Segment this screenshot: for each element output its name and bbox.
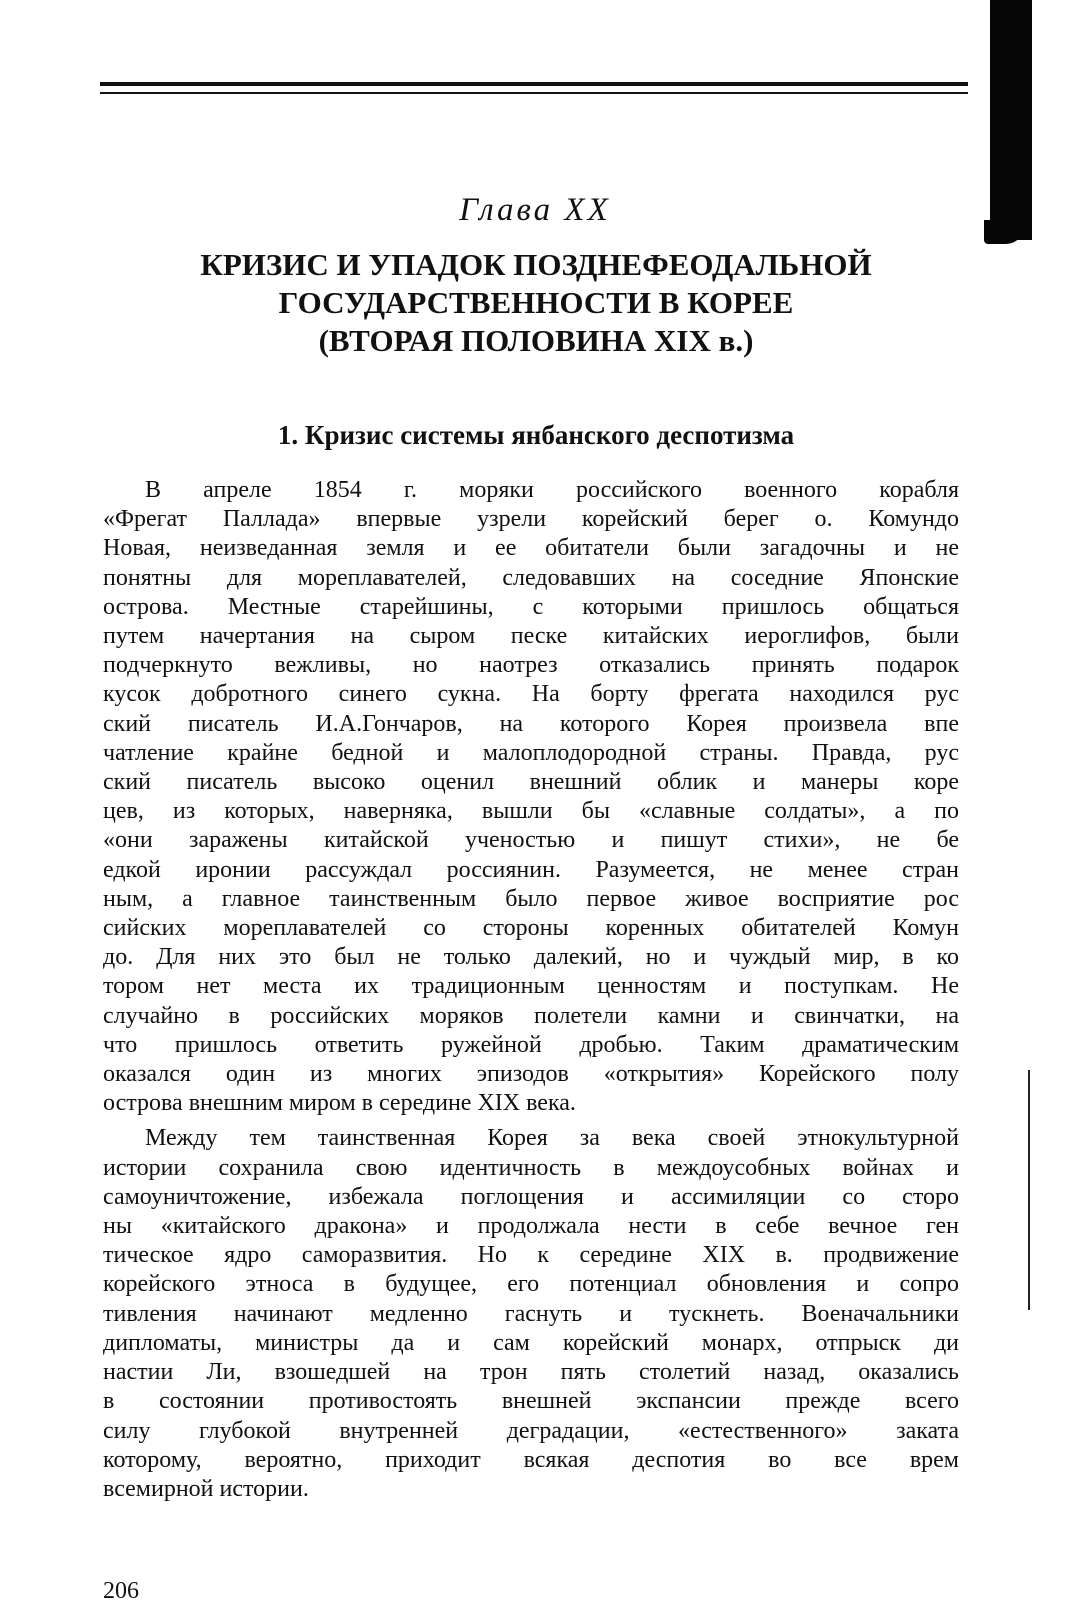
paragraph-2: [103, 1124, 959, 1504]
text-line: В апреле 1854 г. моряки российского военного корабля: [145, 477, 959, 503]
chapter-label: Глава XX: [459, 192, 611, 228]
text-line: путем начертания на сыром песке китайских иероглифов, были: [103, 623, 959, 650]
text-line: ны «китайского дракона» и продолжала нести в себе вечное ген: [103, 1213, 959, 1240]
text-line: кусок добротного синего сукна. На борту фрегата находился рус: [103, 681, 959, 708]
text-line: до. Для них это был не только далекий, но и чуждый мир, в ко: [103, 944, 959, 971]
text-line: дипломаты, министры да и сам корейский монарх, отпрыск ди: [103, 1329, 959, 1356]
text-line: ным, а главное таинственным было первое живое восприятие рос: [103, 885, 959, 912]
text-line: оказался один из многих эпизодов «открытия» Корейского полу: [103, 1061, 959, 1088]
header-rule-thick: [100, 82, 968, 86]
text-line: едкой иронии рассуждал россиянин. Разумеется, не менее стран: [103, 856, 959, 883]
text-line: подчеркнуто вежливы, но наотрез отказались принять подарок: [103, 652, 959, 679]
text-line: силу глубокой внутренней деградации, «естественного» заката: [103, 1417, 959, 1444]
text-line: острова. Местные старейшины, с которыми пришлось общаться: [103, 593, 959, 620]
text-line: чатление крайне бедной и малоплодородной страны. Правда, рус: [103, 739, 959, 766]
text-line: истории сохранила свою идентичность в междоусобных войнах и: [103, 1154, 959, 1181]
text-line: Новая, неизведанная земля и ее обитатели были загадочны и не: [103, 535, 959, 562]
text-line: настии Ли, взошедшей на трон пять столетий назад, оказались: [103, 1359, 959, 1386]
text-line: в состоянии противостоять внешней экспансии прежде всего: [103, 1388, 959, 1415]
chapter-title-line: (ВТОРАЯ ПОЛОВИНА XIX в.): [318, 323, 754, 358]
header-rule-thin: [100, 92, 968, 94]
text-line: ский писатель высоко оценил внешний облик и манеры коре: [103, 769, 959, 796]
text-line: самоуничтожение, избежала поглощения и ассимиляции со сторо: [103, 1183, 959, 1210]
text-line: тивления начинают медленно гаснуть и тускнеть. Военачальники: [103, 1300, 959, 1327]
text-line: ский писатель И.А.Гончаров, на которого Корея произвела впе: [103, 710, 959, 737]
text-line: цев, из которых, наверняка, вышли бы «славные солдаты», а по: [103, 798, 959, 825]
text-line: Между тем таинственная Корея за века своей этнокультурной: [145, 1125, 959, 1152]
margin-mark: [1028, 1070, 1030, 1310]
text-line: что пришлось ответить ружейной дробью. Таким драматическим: [103, 1031, 959, 1058]
chapter-title-line: ГОСУДАРСТВЕННОСТИ В КОРЕЕ: [278, 285, 794, 320]
text-line: корейского этноса в будущее, его потенциал обновления и сопро: [103, 1271, 959, 1298]
paragraph-1: [103, 476, 959, 1118]
section-heading: 1. Кризис системы янбанского деспотизма: [277, 420, 795, 450]
body-text: [103, 476, 959, 1510]
text-line: случайно в российских моряков полетели камни и свинчатки, на: [103, 1002, 959, 1029]
text-line: острова внешним миром в середине XIX века.: [103, 1090, 576, 1117]
page-number: 206: [103, 1578, 139, 1604]
chapter-title-line: КРИЗИС И УПАДОК ПОЗДНЕФЕОДАЛЬНОЙ: [200, 247, 872, 282]
text-line: тором нет места их традиционным ценностям и поступкам. Не: [103, 973, 959, 1000]
text-line: понятны для мореплавателей, следовавших на соседние Японские: [103, 564, 959, 591]
text-line: сийских мореплавателей со стороны коренных обитателей Комун: [103, 915, 959, 942]
text-line: «они заражены китайской ученостью и пишут стихи», не бе: [103, 827, 959, 854]
chapter-title: [100, 246, 972, 360]
text-line: тическое ядро саморазвития. Но к середине XIX в. продвижение: [103, 1242, 959, 1269]
text-line: всемирной истории.: [103, 1475, 309, 1502]
text-line: «Фрегат Паллада» впервые узрели корейский берег о. Комундо: [103, 506, 959, 533]
text-line: которому, вероятно, приходит всякая деспотия во все врем: [103, 1446, 959, 1473]
